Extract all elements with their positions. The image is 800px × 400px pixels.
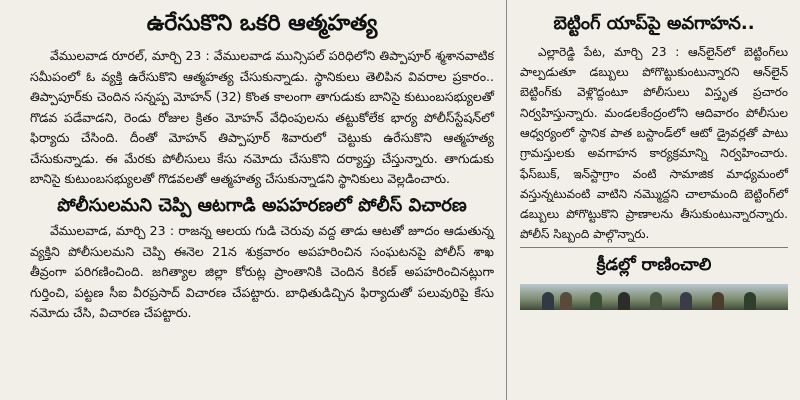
photo-figure (618, 292, 630, 310)
photo-figure (590, 292, 602, 310)
photo-figure (712, 292, 724, 310)
column-divider (506, 0, 507, 400)
right-column (520, 4, 788, 396)
article-betting: ఎల్లారెడ్డి పేట, మార్చి 23 : ఆన్‌లైన్‌లో బెట్టింగ్‌లు పాల్పడుతూ డబ్బులు పోగొట్టుకుంటున్నారని ఆన్‌లైన్ బెట్టింగ్‌కు వెళ్లొద్దంటూ పోలీసులు విస్తృత ప్రచారం నిర్వహిస్తున్నారు. మండలకేంద్రంలోని ఆదివారం పోలీసుల ఆధ్వర్యంలో స్థానిక పాత బస్టాండ్‌లో ఆటో డ్రైవర్లతో పాటు గ్రామస్తులకు అవగాహన కార్యక్రమాన్ని నిర్వహించారు. ఫేస్‌బుక్, ఇన్‌స్టాగ్రాం వంటి సామాజిక మాధ్యమంలో వస్తున్నటువంటి వాటిని నమ్మొద్దని చాలామంది బెట్టింగ్‌లో డబ్బులు పోగొట్టుకొని ప్రాణాలను తీసుకుంటున్నారన్నారు. పోలీస్ సిబ్బంది పాల్గొన్నారు. (520, 44, 788, 242)
article-kidnap: వేములవాడ, మార్చి 23 : రాజన్న ఆలయ గుడి చెరువు వద్ద తాడు ఆటతో జూదం ఆడుతున్న వ్యక్తిని పోలీసులమని చెప్పి ఈనెల 21న శుక్రవారం అపహరించిన సంఘటనపై పోలీస్ శాఖ తీవ్రంగా పరిగణించింది. జగిత్యాల జిల్లా కోరుట్ల ప్రాంతానికి చెందిన కిరణ్ అపహరించినట్లుగా గుర్తించి, పట్టణ సీఐ వీరప్రసాద్ విచారణ చేపట్టారు. బాధితుడిచ్చిన ఫిర్యాదుతో పలువురిపై కేసు నమోదు చేసి, విచారణ చేపట్టారు. (30, 223, 494, 321)
headline-betting: బెట్టింగ్ యాప్‌పై అవగాహన.. (553, 13, 755, 34)
sports-photo (520, 284, 788, 310)
subhead-kidnap: పోలీసులమని చెప్పి ఆటగాడి అపహరణలో పోలీస్ విచారణ (57, 194, 467, 216)
subhead-sports: క్రీడల్లో రాణించాలి (596, 254, 712, 275)
article-suicide: వేములవాడ రూరల్, మార్చి 23 : వేములవాడ మున్సిపల్ పరిధిలోని తిప్పాపూర్ శ్మశానవాటిక సమీపంలో ఓ వ్యక్తి ఉరేసుకొని ఆత్మహత్య చేసుకున్నాడు. స్థానికులు తెలిపిన వివరాల ప్రకారం.. తిప్పాపూర్‌కు చెందిన సన్నప్ప మోహన్ (32) కొంత కాలంగా తాగుడుకు బానిసై కుటుంబసభ్యులతో గొడవ పడేవాడని, రెండు రోజుల క్రితం మోహన్ వేధింపులను తట్టుకోలేక భార్య పోలీస్‌స్టేషన్‌లో ఫిర్యాదు చేసింది. దీంతో మోహన్ తిప్పాపూర్ శివారులో చెట్టుకు ఉరేసుకొని ఆత్మహత్య చేసుకున్నాడు. ఈ మేరకు పోలీసులు కేసు నమోదు చేసుకొని దర్యాప్తు చేస్తున్నారు. తాగుడుకు బానిసై కుటుంబసభ్యులతో గొడవలతో ఆత్మహత్య చేసుకున్నాడని స్థానికులు వెల్లడించారు. (30, 48, 494, 187)
left-column (30, 4, 494, 396)
photo-figure (744, 292, 756, 310)
photo-figure (650, 292, 662, 310)
section-rule (520, 247, 788, 248)
photo-figure (560, 292, 572, 310)
photo-figure (542, 292, 554, 310)
photo-figure (680, 292, 692, 310)
headline-suicide: ఉరేసుకొని ఒకరి ఆత్మహత్య (146, 11, 378, 36)
